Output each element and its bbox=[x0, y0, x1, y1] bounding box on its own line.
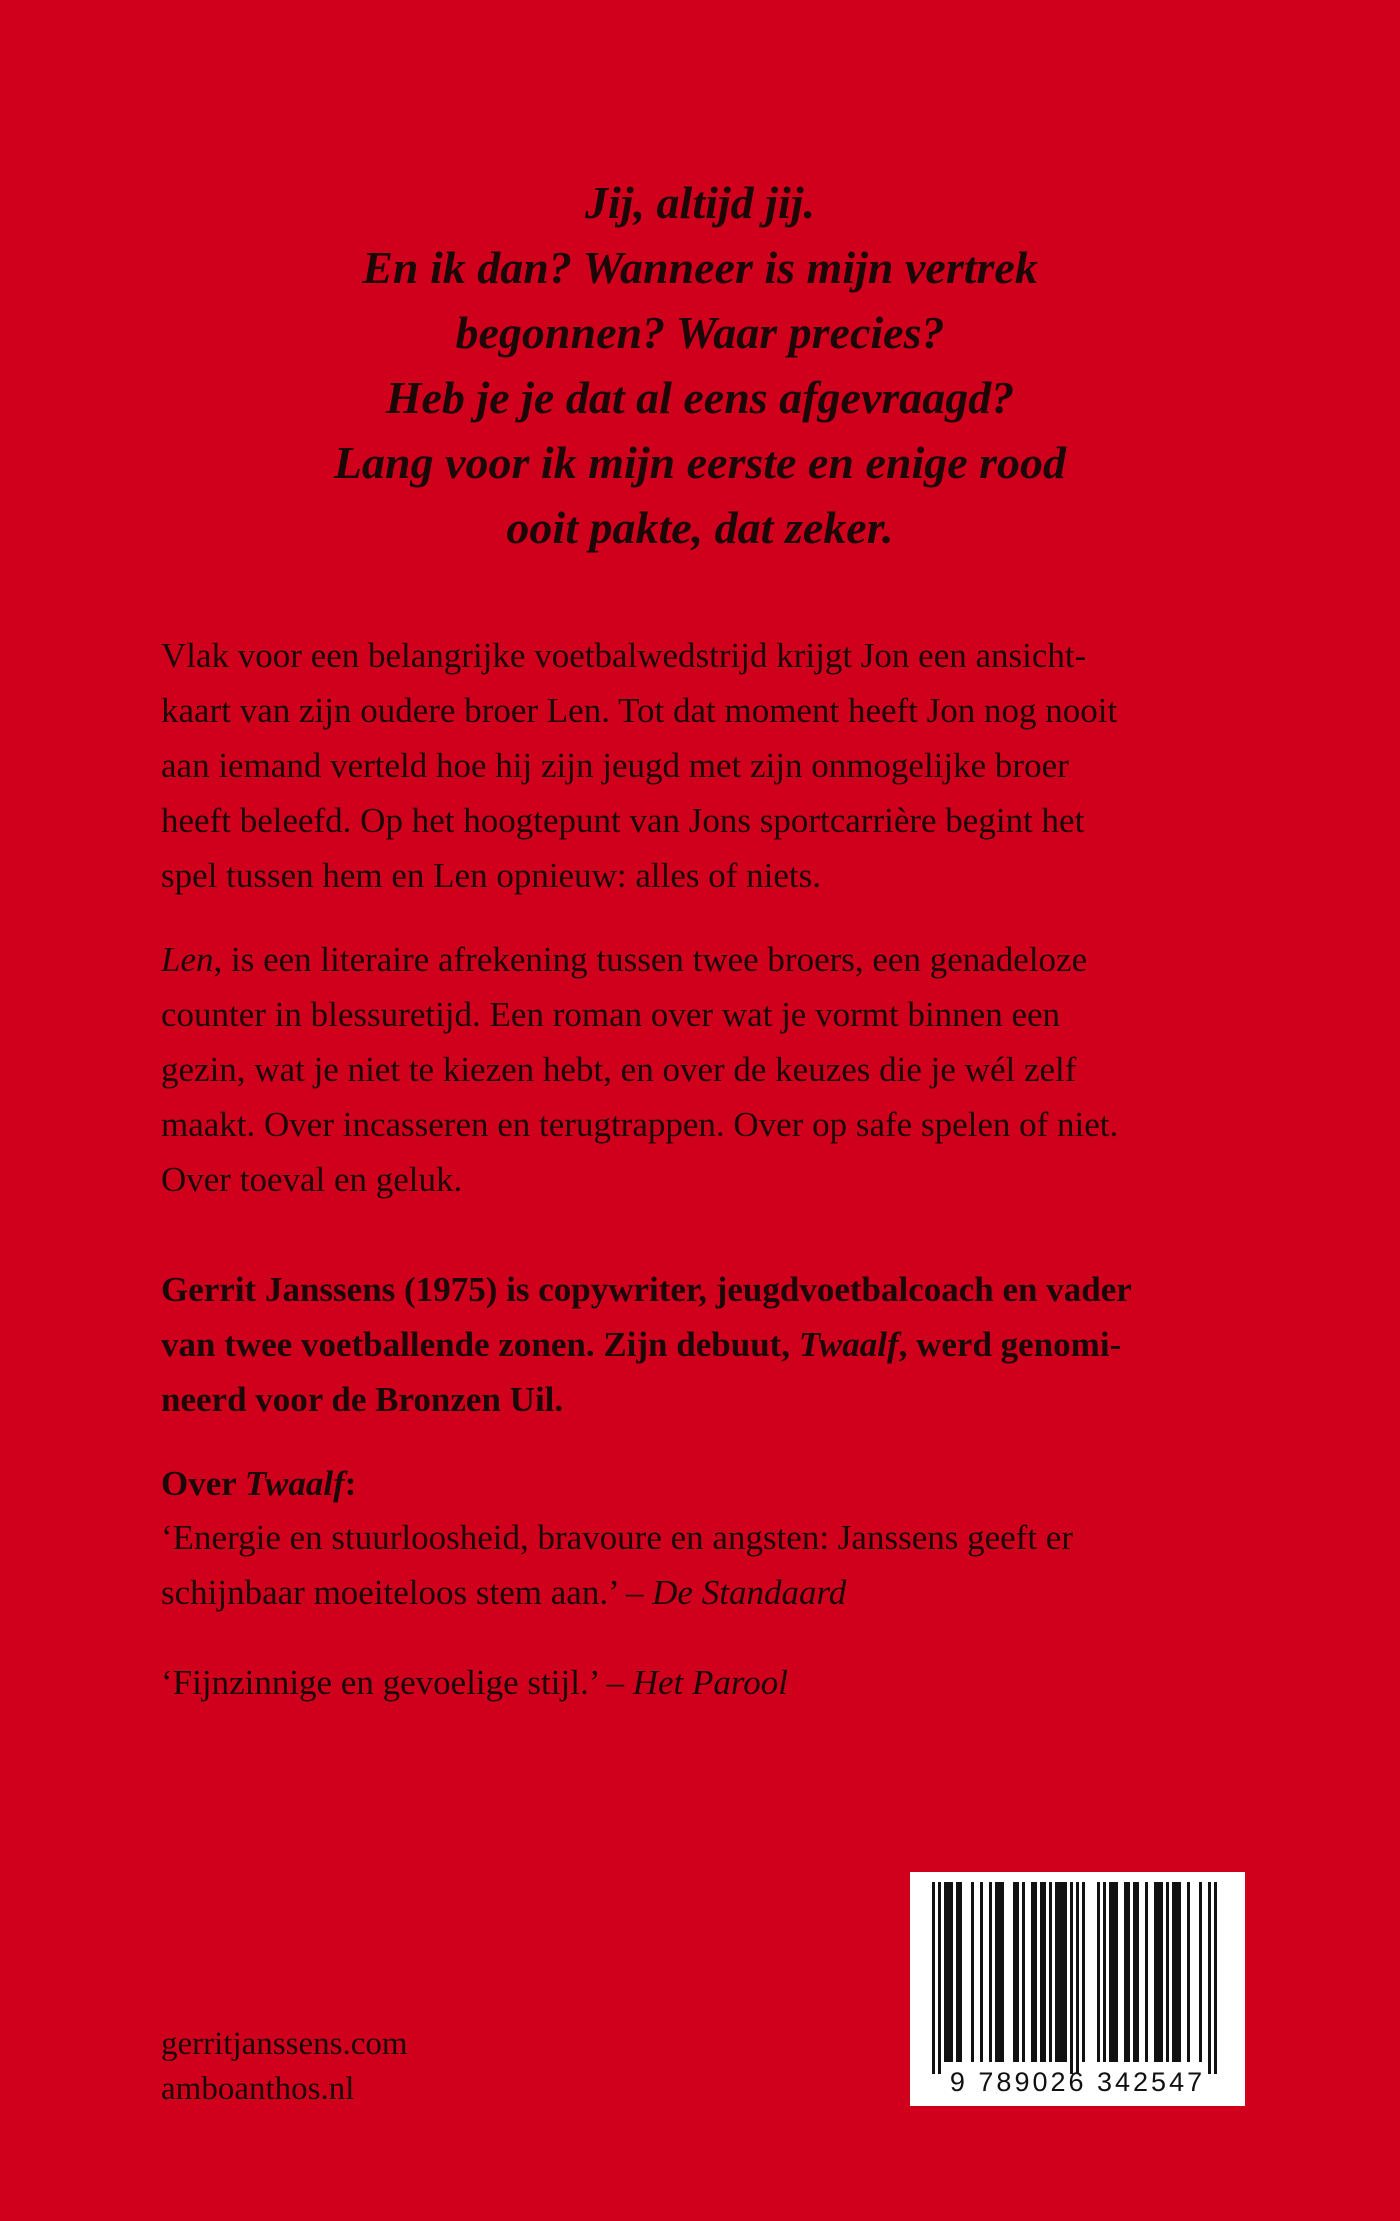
barcode-bar bbox=[932, 1882, 935, 2074]
barcode-bar bbox=[1145, 1882, 1148, 2062]
barcode-bar bbox=[1127, 1882, 1130, 2062]
bio-line: neerd voor de Bronzen Uil. bbox=[161, 1380, 564, 1419]
reviews-header-prefix: Over bbox=[161, 1464, 245, 1503]
barcode-bar bbox=[1157, 1882, 1160, 2062]
barcode-bar bbox=[1199, 1882, 1202, 2062]
review-line bbox=[161, 1565, 1251, 1620]
quote-line: Jij, altijd jij. bbox=[584, 177, 816, 228]
isbn-barcode bbox=[910, 1872, 1245, 2106]
barcode-bar bbox=[1076, 1882, 1079, 2074]
barcode-bar bbox=[1175, 1882, 1178, 2062]
quote-line: ooit pakte, dat zeker. bbox=[506, 502, 894, 553]
barcode-bar bbox=[1124, 1882, 1127, 2062]
barcode-bar bbox=[938, 1882, 941, 2074]
reviews-header-title: Twaalf bbox=[244, 1464, 345, 1503]
barcode-bar bbox=[1208, 1882, 1211, 2074]
barcode-bar bbox=[1040, 1882, 1043, 2062]
barcode-bar bbox=[1070, 1882, 1073, 2074]
review-line: ‘Energie en stuurloosheid, bravoure en angsten: Janssens geeft er bbox=[161, 1518, 1073, 1557]
publisher-website-link[interactable]: amboanthos.nl bbox=[161, 2071, 355, 2107]
review-text: ‘Fijnzinnige en gevoelige stijl.’ – bbox=[161, 1663, 633, 1702]
barcode-bar bbox=[944, 1882, 947, 2062]
review-source: De Standaard bbox=[652, 1573, 847, 1612]
barcode-bar bbox=[980, 1882, 983, 2062]
barcode-bar bbox=[1109, 1882, 1112, 2062]
barcode-bar bbox=[1187, 1882, 1190, 2062]
blurb-line: gezin, wat je niet te kiezen hebt, en over de keuzes die je wél zelf bbox=[161, 1050, 1077, 1089]
barcode-bar bbox=[1064, 1882, 1067, 2062]
barcode-bar bbox=[959, 1882, 962, 2062]
barcode-bar bbox=[1016, 1882, 1019, 2062]
reviews-header bbox=[161, 1456, 1251, 1511]
author-website-link[interactable]: gerritjanssens.com bbox=[161, 2026, 408, 2062]
bio-text: van twee voetballende zonen. Zijn debuut, bbox=[161, 1325, 799, 1364]
barcode-bar bbox=[1136, 1882, 1139, 2062]
barcode-bar bbox=[1172, 1882, 1175, 2062]
blurb-line bbox=[161, 932, 1251, 987]
review-line bbox=[161, 1655, 1251, 1710]
barcode-bar bbox=[1031, 1882, 1034, 2062]
barcode-bar bbox=[1022, 1882, 1025, 2062]
barcode-bar bbox=[956, 1882, 959, 2062]
bio-line bbox=[161, 1317, 1251, 1372]
website-links bbox=[161, 2022, 408, 2112]
quote-line: Lang voor ik mijn eerste en enige rood bbox=[333, 437, 1067, 488]
barcode-bar bbox=[1082, 1882, 1085, 2062]
barcode-bar bbox=[998, 1882, 1001, 2062]
debut-title: Twaalf bbox=[798, 1325, 899, 1364]
quote-line: En ik dan? Wanneer is mijn vertrek bbox=[362, 242, 1038, 293]
reviews-header-line bbox=[161, 1456, 1251, 1511]
review-standaard bbox=[161, 1510, 1251, 1620]
barcode-bar bbox=[1160, 1882, 1163, 2062]
quote-line: begonnen? Waar precies? bbox=[455, 307, 945, 358]
barcode-bar bbox=[1214, 1882, 1217, 2074]
quote-line: Heb je je dat al eens afgevraagd? bbox=[385, 372, 1015, 423]
cover-quote bbox=[150, 170, 1250, 560]
blurb-line: maakt. Over incasseren en terugtrappen. Over op safe spelen of niet. bbox=[161, 1105, 1119, 1144]
barcode-bar bbox=[950, 1882, 953, 2062]
barcode-bar bbox=[1133, 1882, 1136, 2062]
blurb-paragraph-1 bbox=[161, 628, 1251, 903]
isbn-number: 9 789026 342547 bbox=[949, 2067, 1206, 2097]
barcode-bar bbox=[1001, 1882, 1004, 2062]
barcode-bar bbox=[1061, 1882, 1064, 2062]
barcode-bar bbox=[1013, 1882, 1016, 2062]
barcode-bar bbox=[1112, 1882, 1115, 2062]
blurb-line: spel tussen hem en Len opnieuw: alles of niets. bbox=[161, 856, 821, 895]
review-source: Het Parool bbox=[632, 1663, 788, 1702]
blurb-line: counter in blessuretijd. Een roman over wat je vormt binnen een bbox=[161, 995, 1061, 1034]
blurb-line: kaart van zijn oudere broer Len. Tot dat moment heeft Jon nog nooit bbox=[161, 691, 1118, 730]
barcode-bar bbox=[995, 1882, 998, 2062]
bio-text: , werd genomi- bbox=[898, 1325, 1122, 1364]
barcode-bar bbox=[1097, 1882, 1100, 2062]
blurb-line: Vlak voor een belangrijke voetbalwedstrijd krijgt Jon een ansicht- bbox=[161, 636, 1087, 675]
review-parool bbox=[161, 1655, 1251, 1710]
barcode-bar bbox=[1115, 1882, 1118, 2062]
blurb-line: heeft beleefd. Op het hoogtepunt van Jons sportcarrière begint het bbox=[161, 801, 1085, 840]
barcode-bar bbox=[1166, 1882, 1169, 2062]
barcode-bar bbox=[1034, 1882, 1037, 2062]
barcode-bar bbox=[1103, 1882, 1106, 2062]
barcode-bar bbox=[1049, 1882, 1052, 2062]
blurb-line: Over toeval en geluk. bbox=[161, 1160, 463, 1199]
barcode-bar bbox=[947, 1882, 950, 2062]
barcode-bar bbox=[1058, 1882, 1061, 2062]
blurb-text: , is een literaire afrekening tussen twee broers, een genadeloze bbox=[213, 940, 1088, 979]
blurb-line: aan iemand verteld hoe hij zijn jeugd met zijn onmogelijke broer bbox=[161, 746, 1069, 785]
barcode-bar bbox=[1043, 1882, 1046, 2062]
barcode-bar bbox=[1154, 1882, 1157, 2062]
blurb-paragraph-2 bbox=[161, 932, 1251, 1207]
barcode-bar bbox=[971, 1882, 974, 2062]
author-bio bbox=[161, 1262, 1251, 1427]
review-text: schijnbaar moeiteloos stem aan.’ – bbox=[161, 1573, 653, 1612]
book-title: Len bbox=[161, 940, 214, 979]
reviews-header-suffix: : bbox=[344, 1464, 357, 1503]
bio-line: Gerrit Janssens (1975) is copywriter, jeugdvoetbalcoach en vader bbox=[161, 1270, 1132, 1309]
barcode-bar bbox=[1178, 1882, 1181, 2062]
barcode-bar bbox=[989, 1882, 992, 2062]
barcode-bar bbox=[1055, 1882, 1058, 2062]
